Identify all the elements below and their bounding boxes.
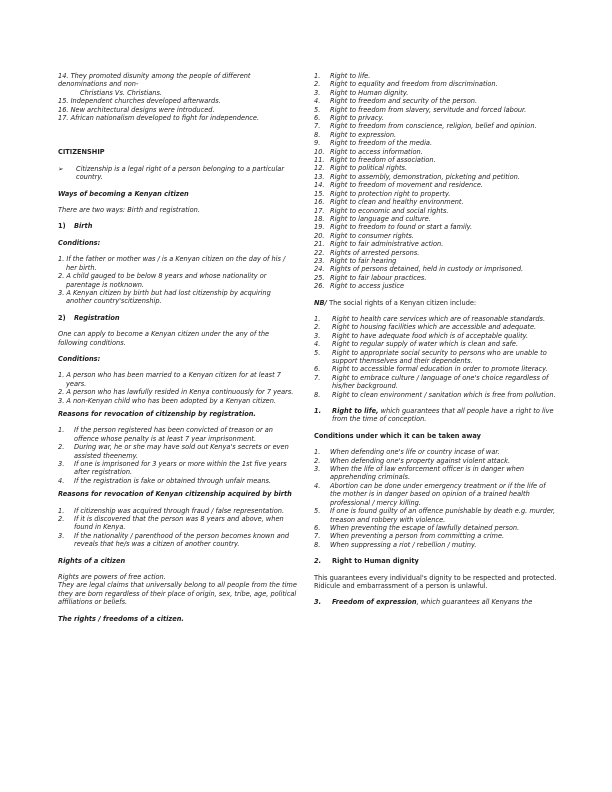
list-number: 26. — [314, 282, 325, 291]
rights-list-item — [314, 181, 558, 189]
list-text: Right to freedom of movement and residence. — [330, 181, 484, 190]
list-text: When preventing the escape of lawfully detained person. — [330, 523, 520, 532]
rights-list-item — [314, 89, 558, 97]
list-text: Right to freedom and security of the person. — [330, 97, 478, 106]
rights-heading: Rights of a citizen — [58, 556, 126, 565]
list-number: 5. — [314, 507, 321, 516]
social-rights-item — [314, 349, 558, 366]
list-number: 2. — [314, 323, 321, 332]
list-number: 8. — [314, 130, 321, 139]
revocation-birth-item — [58, 532, 298, 549]
list-text: If it is discovered that the person was 8 years and above, when found in Kenya. — [74, 515, 284, 532]
intro-line-15: 15. Independent churches developed afterwards. — [58, 97, 221, 106]
dignity-number: 2. — [314, 557, 322, 566]
citizenship-heading: CITIZENSHIP — [58, 148, 105, 157]
list-text: Right to equality and freedom from discrimination. — [330, 80, 498, 89]
life-bold: Right to life, — [332, 407, 379, 416]
list-number: 6. — [314, 114, 321, 123]
list-number: 3. — [58, 460, 65, 468]
rights-list — [314, 72, 558, 291]
life-condition-item — [314, 457, 558, 465]
registration-conditions-heading: Conditions: — [58, 354, 101, 363]
rights-list-item — [314, 223, 558, 231]
list-text: If one is imprisoned for 3 years or more within the 1st five years after registration. — [74, 460, 287, 477]
right-to-life-paragraph — [314, 407, 558, 424]
list-number: 8. — [314, 390, 321, 399]
list-number: 10. — [314, 147, 325, 156]
rights-list-item — [314, 215, 558, 223]
revocation-registration-item — [58, 460, 298, 477]
life-condition-item — [314, 524, 558, 532]
list-text: When suppressing a riot / rebellion / mutiny. — [330, 540, 477, 549]
list-number: 17. — [314, 206, 325, 215]
birth-number: 1) — [58, 222, 66, 231]
rights-list-item — [314, 173, 558, 181]
rights-list-item — [314, 97, 558, 105]
list-number: 7. — [314, 532, 321, 541]
list-text: If the person registered has been convicted of treason or an offence whose penalty is at least 7 year imprisonment. — [74, 426, 273, 443]
registration-number: 2) — [58, 313, 66, 322]
social-rights-item — [314, 365, 558, 373]
rights-list-item — [314, 282, 558, 290]
life-condition-item — [314, 465, 558, 482]
list-text: Right to appropriate social security to persons who are unable to support themselves and their dependents. — [332, 348, 547, 365]
list-text: Right to access information. — [330, 147, 423, 156]
rights-list-item — [314, 156, 558, 164]
life-conditions-heading: Conditions under which it can be taken away — [314, 431, 481, 440]
expression-number: 3. — [314, 598, 322, 607]
list-number: 4. — [314, 340, 321, 349]
registration-condition-1: 1. A person who has been married to a Kenyan citizen for at least 7 years. — [58, 371, 281, 388]
list-number: 4. — [58, 476, 65, 485]
list-text: Right to economic and social rights. — [330, 206, 449, 215]
registration-condition-3: 3. A non-Kenyan child who has been adopted by a Kenyan citizen. — [58, 396, 276, 405]
list-number: 1. — [58, 426, 65, 435]
list-text: Right to health care services which are of reasonable standards. — [332, 314, 546, 323]
freedoms-heading: The rights / freedoms of a citizen. — [58, 614, 184, 623]
list-text: Right to fair hearing — [330, 256, 397, 265]
ways-text: There are two ways: Birth and registration. — [58, 206, 200, 215]
list-number: 3. — [314, 88, 321, 97]
list-text: Right to freedom to found or start a family. — [330, 223, 473, 232]
rights-list-item — [314, 164, 558, 172]
rights-explanation: They are legal claims that universally belong to all people from the time they are born regardless of their place of origin, sex, tribe, age, political affiliations or beliefs. — [58, 581, 297, 607]
expression-paragraph — [314, 598, 558, 606]
list-number: 8. — [314, 540, 321, 549]
social-rights-item — [314, 323, 558, 331]
list-number: 7. — [314, 122, 321, 131]
citizenship-definition-text: Citizenship is a legal right of a person belonging to a particular country. — [76, 164, 285, 182]
expression-bold: Freedom of expression — [332, 598, 417, 607]
list-text: Right to have adequate food which is of acceptable quality. — [332, 331, 529, 340]
list-number: 16. — [314, 198, 325, 207]
list-number: 23. — [314, 256, 325, 265]
list-text: Right to access justice — [330, 282, 405, 291]
list-text: Right to political rights. — [330, 164, 408, 173]
dignity-heading: Right to Human dignity — [332, 557, 419, 566]
birth-condition-2: 2. A child gauged to be below 8 years and whose nationality or parentage is notknown. — [58, 272, 267, 289]
list-text: If the registration is fake or obtained through unfair means. — [74, 476, 272, 485]
revocation-registration-heading: Reasons for revocation of citizenship by registration. — [58, 409, 256, 418]
nb-label: NB/ — [314, 298, 327, 307]
life-number: 1. — [314, 407, 322, 416]
intro-line-17: 17. African nationalism developed to fight for independence. — [58, 114, 260, 123]
list-text: If the nationality / parenthood of the person becomes known and reveals that he/s was a citizen of another country. — [74, 531, 290, 549]
list-text: Right to freedom from slavery, servitude and forced labour. — [330, 105, 527, 114]
rights-list-item — [314, 240, 558, 248]
rights-list-item — [314, 106, 558, 114]
list-text: Right to regular supply of water which is clean and safe. — [332, 340, 519, 349]
list-number: 12. — [314, 164, 325, 173]
list-number: 20. — [314, 231, 325, 240]
list-number: 5. — [314, 348, 321, 357]
list-number: 6. — [314, 523, 321, 532]
rights-list-item — [314, 207, 558, 215]
registration-heading: Registration — [74, 313, 120, 322]
list-text: When the life of law enforcement officer is in danger when apprehending criminals. — [330, 465, 525, 482]
right-column — [314, 72, 558, 607]
nb-text: The social rights of a Kenyan citizen include: — [329, 298, 477, 307]
rights-list-item — [314, 114, 558, 122]
rights-definition: Rights are powers of free action. — [58, 573, 166, 582]
revocation-registration-item — [58, 477, 298, 485]
revocation-birth-item — [58, 515, 298, 532]
list-text: Right to fair administrative action. — [330, 240, 444, 249]
rights-list-item — [314, 190, 558, 198]
life-condition-item — [314, 507, 558, 524]
list-number: 14. — [314, 181, 325, 190]
life-condition-item — [314, 482, 558, 507]
rights-list-item — [314, 274, 558, 282]
rights-list-item — [314, 232, 558, 240]
list-number: 3. — [314, 331, 321, 340]
list-number: 2. — [314, 456, 321, 465]
list-text: Right to privacy. — [330, 114, 384, 123]
list-text: If citizenship was acquired through fraud / false representation. — [74, 506, 285, 515]
intro-line-14: 14. They promoted disunity among the people of different denominations and non- — [58, 72, 251, 89]
registration-heading-row — [58, 314, 298, 322]
life-condition-item — [314, 532, 558, 540]
birth-condition-3: 3. A Kenyan citizen by birth but had lost citizenship by acquiring another country'scitizenship. — [58, 288, 271, 306]
rights-list-item — [314, 265, 558, 273]
list-number: 1. — [314, 72, 321, 80]
list-number: 21. — [314, 240, 325, 249]
revocation-birth-heading: Reasons for revocation of Kenyan citizenship acquired by birth — [58, 490, 292, 499]
revocation-birth-item — [58, 507, 298, 515]
list-text: Rights of persons detained, held in custody or imprisoned. — [330, 265, 524, 274]
list-number: 24. — [314, 265, 325, 274]
list-number: 3. — [314, 465, 321, 474]
list-text: Right to embrace culture / language of one's choice regardless of his/her background. — [332, 373, 549, 391]
list-number: 11. — [314, 156, 325, 165]
life-condition-item — [314, 448, 558, 456]
list-number: 15. — [314, 189, 325, 198]
list-text: Right to Human dignity. — [330, 88, 409, 97]
list-number: 4. — [314, 97, 321, 106]
list-text: When defending one's life or country incase of war. — [330, 448, 500, 457]
list-number: 9. — [314, 139, 321, 148]
birth-conditions-heading: Conditions: — [58, 238, 101, 247]
list-text: Right to freedom of association. — [330, 156, 436, 165]
list-text: Abortion can be done under emergency treatment or if the life of the mother is in danger based on opinion of a trained health professional / mercy killing. — [330, 481, 546, 507]
list-number: 2. — [314, 80, 321, 89]
list-text: Right to clean environment / sanitation which is free from pollution. — [332, 390, 556, 399]
list-text: Right to protection right to property. — [330, 189, 451, 198]
list-number: 22. — [314, 248, 325, 257]
social-rights-item — [314, 374, 558, 391]
list-number: 18. — [314, 214, 325, 223]
revocation-registration-item — [58, 426, 298, 443]
list-text: Right to accessible formal education in order to promote literacy. — [332, 365, 548, 374]
list-text: Right to housing facilities which are accessible and adequate. — [332, 323, 537, 332]
dignity-heading-row — [314, 557, 558, 565]
citizenship-definition — [58, 165, 298, 182]
social-rights-item — [314, 332, 558, 340]
list-text: Right to fair labour practices. — [330, 273, 427, 282]
birth-heading: Birth — [74, 222, 93, 231]
left-column — [58, 72, 298, 623]
intro-line-14b: Christians Vs. Christians. — [80, 88, 162, 97]
list-number: 25. — [314, 273, 325, 282]
social-rights-item — [314, 391, 558, 399]
list-number: 6. — [314, 365, 321, 374]
list-text: During war, he or she may have sold out Kenya's secrets or even assisted theenemy. — [74, 443, 289, 460]
list-text: Right to freedom from conscience, religion, belief and opinion. — [330, 122, 537, 131]
revocation-registration-item — [58, 443, 298, 460]
rights-list-item — [314, 72, 558, 80]
list-text: Right to consumer rights. — [330, 231, 414, 240]
list-text: Right to life. — [330, 72, 371, 80]
rights-list-item — [314, 122, 558, 130]
list-text: If one is found guilty of an offence punishable by death e.g. murder, treason and robbery with violence. — [330, 507, 556, 524]
list-text: Right to expression. — [330, 130, 397, 139]
life-condition-item — [314, 541, 558, 549]
list-number: 19. — [314, 223, 325, 232]
social-rights-item — [314, 340, 558, 348]
list-text: Right to clean and healthy environment. — [330, 198, 464, 207]
dignity-text: This guarantees every individual's dignity to be respected and protected. Ridicule and embarrassment of a person is unlawful. — [314, 573, 557, 590]
ways-heading: Ways of becoming a Kenyan citizen — [58, 189, 189, 198]
list-text: Right to language and culture. — [330, 214, 431, 223]
life-text: which guarantees that all people have a right to live from the time of conception. — [332, 407, 554, 424]
list-number: 5. — [314, 105, 321, 114]
intro-line-16: 16. New architectural designs were introduced. — [58, 105, 215, 114]
list-number: 4. — [314, 481, 321, 490]
rights-list-item — [314, 249, 558, 257]
arrow-bullet-icon: ➢ — [58, 164, 64, 173]
rights-list-item — [314, 257, 558, 265]
rights-list-item — [314, 139, 558, 147]
list-number: 1. — [314, 314, 321, 323]
list-text: When preventing a person from committing a crime. — [330, 532, 505, 541]
birth-heading-row — [58, 222, 298, 230]
social-rights-list — [314, 315, 558, 399]
nb-line — [314, 299, 558, 307]
social-rights-item — [314, 315, 558, 323]
list-number: 7. — [314, 373, 321, 382]
rights-list-item — [314, 148, 558, 156]
list-text: Right to assembly, demonstration, picketing and petition. — [330, 172, 520, 181]
list-number: 3. — [58, 531, 65, 540]
rights-list-item — [314, 198, 558, 206]
expression-text: , which guarantees all Kenyans the — [416, 598, 533, 607]
list-number: 1. — [58, 506, 65, 515]
registration-condition-2: 2. A person who has lawfully resided in Kenya continuously for 7 years. — [58, 388, 294, 397]
rights-list-item — [314, 131, 558, 139]
list-text: Rights of arrested persons. — [330, 248, 420, 257]
list-number: 2. — [58, 515, 65, 524]
list-number: 1. — [314, 448, 321, 457]
rights-list-item — [314, 80, 558, 88]
registration-intro: One can apply to become a Kenyan citizen under the any of the following conditions. — [58, 330, 270, 347]
list-text: Right to freedom of the media. — [330, 139, 433, 148]
life-conditions-list — [314, 448, 558, 549]
list-number: 13. — [314, 172, 325, 181]
birth-condition-1: 1. If the father or mother was / is a Kenyan citizen on the day of his / her birth. — [58, 255, 286, 272]
list-text: When defending one's property against violent attack. — [330, 456, 511, 465]
list-number: 2. — [58, 443, 65, 452]
